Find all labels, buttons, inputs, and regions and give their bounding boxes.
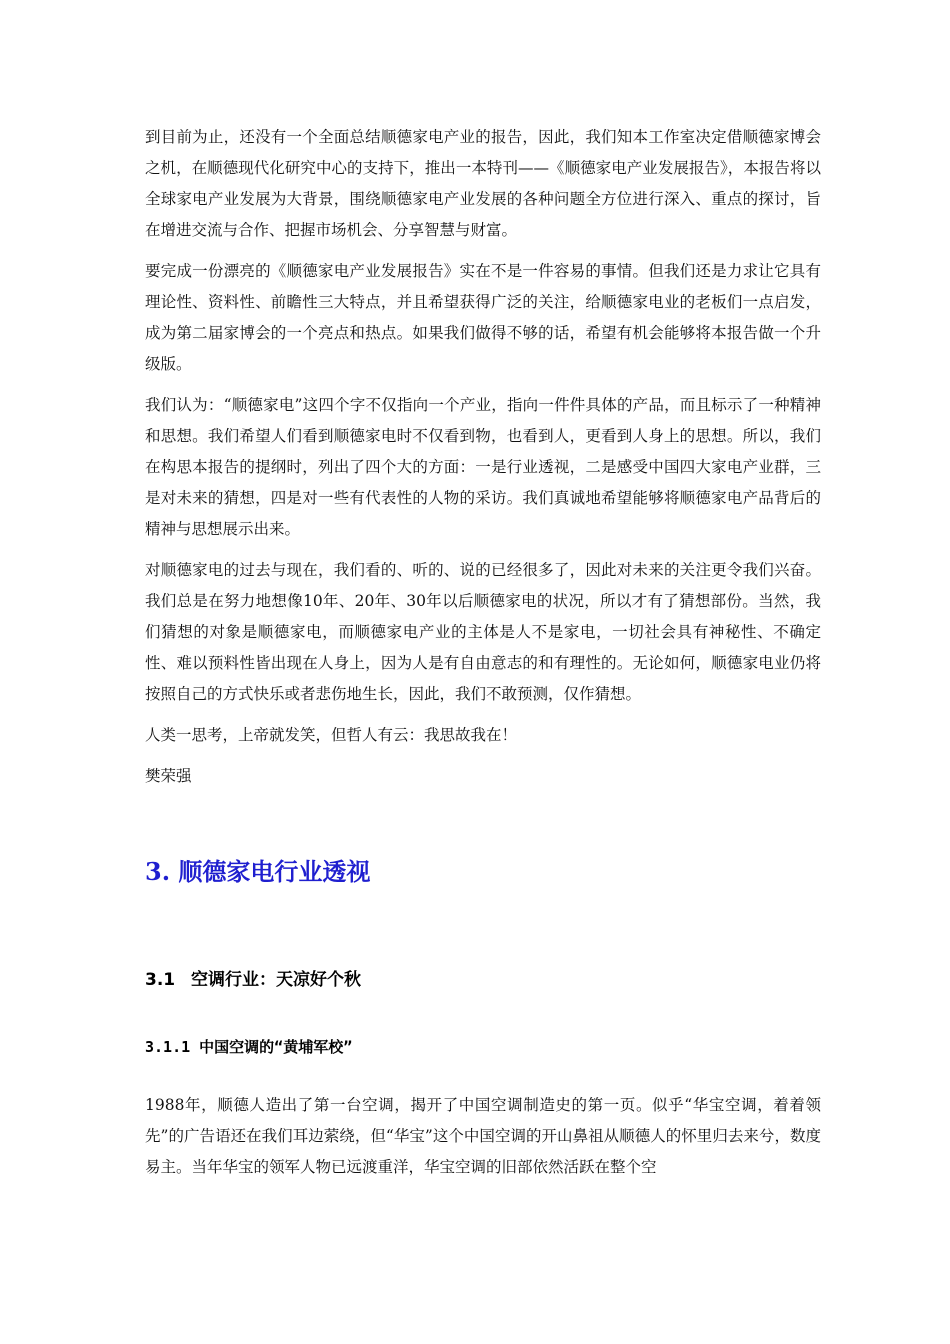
author-signature: 樊荣强 — [145, 767, 192, 785]
section-heading — [145, 966, 821, 994]
body-paragraph-2: 要完成一份漂亮的《顺德家电产业发展报告》实在不是一件容易的事情。但我们还是力求让它具有理论性、资料性、前瞻性三大特点，并且希望获得广泛的关注，给顺德家电业的老板们一点启发，成为第二届家博会的一个亮点和热点。如果我们做得不够的话，希望有机会能够将本报告做一个升级版。 — [145, 262, 821, 373]
section-paragraph: 1988年，顺德人造出了第一台空调，揭开了中国空调制造史的第一页。似乎“华宝空调，着着领先”的广告语还在我们耳边萦绕，但“华宝”这个中国空调的开山鼻祖从顺德人的怀里归去来兮，数度易主。当年华宝的领军人物已远渡重洋，华宝空调的旧部依然活跃在整个空 — [145, 1096, 821, 1176]
body-paragraph-4: 对顺德家电的过去与现在，我们看的、听的、说的已经很多了，因此对未来的关注更令我们兴奋。我们总是在努力地想像10年、20年、30年以后顺德家电的状况，所以才有了猜想部份。当然，我们猜想的对象是顺德家电，而顺德家电产业的主体是人不是家电，一切社会具有神秘性、不确定性、难以预料性皆出现在人身上，因为人是有自由意志的和有理性的。无论如何，顺德家电业仍将按照自己的方式快乐或者悲伤地生长，因此，我们不敢预测，仅作猜想。 — [145, 561, 821, 703]
chapter-heading: 3. 顺德家电行业透视 — [145, 857, 371, 886]
subsection-heading: 3.1.1 中国空调的“黄埔军校” — [145, 1038, 353, 1056]
body-paragraph-3: 我们认为：“顺德家电”这四个字不仅指向一个产业，指向一件件具体的产品，而且标示了一种精神和思想。我们希望人们看到顺德家电时不仅看到物，也看到人，更看到人身上的思想。所以，我们在构思本报告的提纲时，列出了四个大的方面：一是行业透视，二是感受中国四大家电产业群，三是对未来的猜想，四是对一些有代表性的人物的采访。我们真诚地希望能够将顺德家电产品背后的精神与思想展示出来。 — [145, 396, 821, 538]
section-title: 空调行业：天凉好个秋 — [191, 970, 361, 990]
section-number: 3.1 — [145, 970, 176, 990]
body-paragraph-1: 到目前为止，还没有一个全面总结顺德家电产业的报告，因此，我们知本工作室决定借顺德家博会之机，在顺德现代化研究中心的支持下，推出一本特刊——《顺德家电产业发展报告》，本报告将以全球家电产业发展为大背景，围绕顺德家电产业发展的各种问题全方位进行深入、重点的探讨，旨在增进交流与合作、把握市场机会、分享智慧与财富。 — [145, 128, 821, 239]
document-content — [145, 122, 821, 1193]
body-paragraph-5: 人类一思考，上帝就发笑，但哲人有云：我思故我在！ — [145, 726, 518, 744]
